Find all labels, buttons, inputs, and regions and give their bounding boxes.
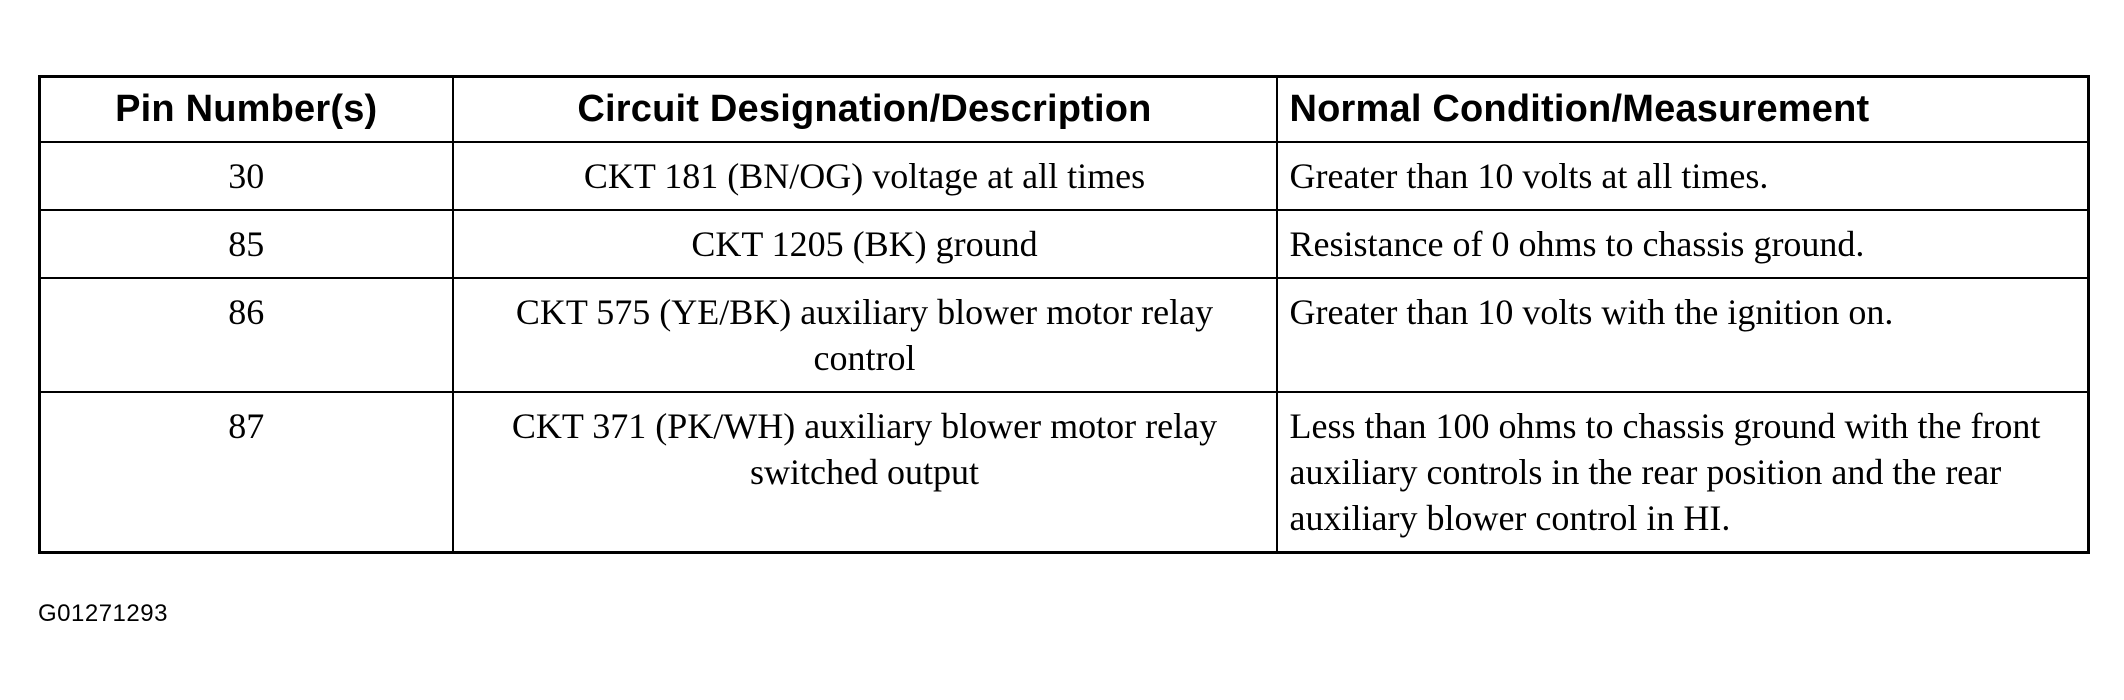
condition-cell: Greater than 10 volts with the ignition on. <box>1277 278 2089 392</box>
figure-id-label: G01271293 <box>38 600 168 627</box>
table-row <box>40 210 2089 278</box>
condition-cell: Greater than 10 volts at all times. <box>1277 142 2089 210</box>
pin-cell: 85 <box>40 210 453 278</box>
pin-spec-table <box>38 75 2090 554</box>
pin-table-container <box>38 75 2090 554</box>
condition-cell: Less than 100 ohms to chassis ground with the front auxiliary controls in the rear position and the rear auxiliary blower control in HI. <box>1277 392 2089 553</box>
pin-cell: 87 <box>40 392 453 553</box>
pin-cell: 30 <box>40 142 453 210</box>
pin-cell: 86 <box>40 278 453 392</box>
condition-cell: Resistance of 0 ohms to chassis ground. <box>1277 210 2089 278</box>
circuit-cell: CKT 575 (YE/BK) auxiliary blower motor relay control <box>453 278 1277 392</box>
table-row <box>40 142 2089 210</box>
circuit-cell: CKT 371 (PK/WH) auxiliary blower motor relay switched output <box>453 392 1277 553</box>
header-normal-condition: Normal Condition/Measurement <box>1277 77 2089 143</box>
circuit-cell: CKT 1205 (BK) ground <box>453 210 1277 278</box>
table-row <box>40 278 2089 392</box>
table-header-row <box>40 77 2089 143</box>
header-circuit-description: Circuit Designation/Description <box>453 77 1277 143</box>
table-row <box>40 392 2089 553</box>
header-pin-numbers: Pin Number(s) <box>40 77 453 143</box>
circuit-cell: CKT 181 (BN/OG) voltage at all times <box>453 142 1277 210</box>
